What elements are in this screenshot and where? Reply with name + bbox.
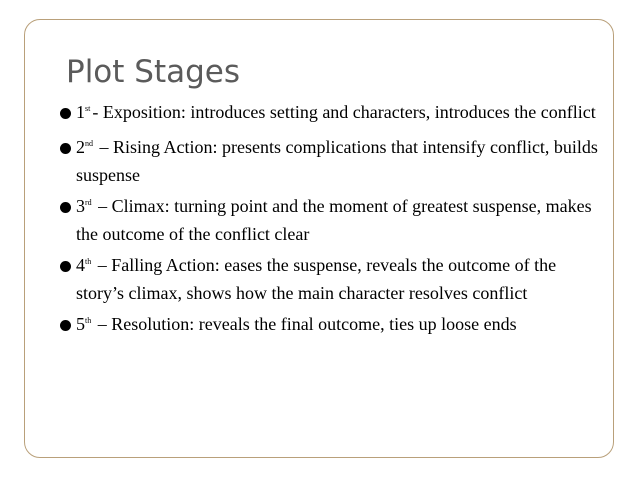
stage-ordinal-suffix: st — [85, 104, 91, 113]
stage-ordinal-suffix: rd — [85, 198, 92, 207]
bullet-item-rising-action — [60, 135, 600, 187]
stage-ordinal-suffix: th — [85, 257, 92, 266]
bullet-item-resolution — [60, 312, 600, 340]
bullet-icon — [60, 202, 71, 213]
bullet-icon — [60, 108, 71, 119]
stage-number: 4 — [76, 255, 85, 275]
bullet-icon — [60, 320, 71, 331]
bullet-icon — [60, 143, 71, 154]
stage-description: – Resolution: reveals the final outcome, ties up loose ends — [93, 314, 517, 334]
stage-number: 3 — [76, 196, 85, 216]
slide-title: Plot Stages — [66, 54, 241, 90]
stage-number: 2 — [76, 137, 85, 157]
stage-description: – Climax: turning point and the moment of greatest suspense, makes the outcome of the conflict clear — [76, 196, 592, 244]
stage-description: - Exposition: introduces setting and characters, introduces the conflict — [92, 102, 596, 122]
bullet-item-climax — [60, 194, 600, 246]
bullet-item-falling-action — [60, 253, 600, 305]
bullet-item-exposition — [60, 100, 600, 128]
stage-description: – Rising Action: presents complications that intensify conflict, builds suspense — [76, 137, 598, 185]
bullet-icon — [60, 261, 71, 272]
stage-ordinal-suffix: th — [85, 316, 92, 325]
bullet-list — [60, 100, 600, 347]
stage-ordinal-suffix: nd — [85, 139, 93, 148]
stage-description: – Falling Action: eases the suspense, reveals the outcome of the story’s climax, shows how the main character resolves conflict — [76, 255, 557, 303]
stage-number: 5 — [76, 314, 85, 334]
stage-number: 1 — [76, 102, 85, 122]
